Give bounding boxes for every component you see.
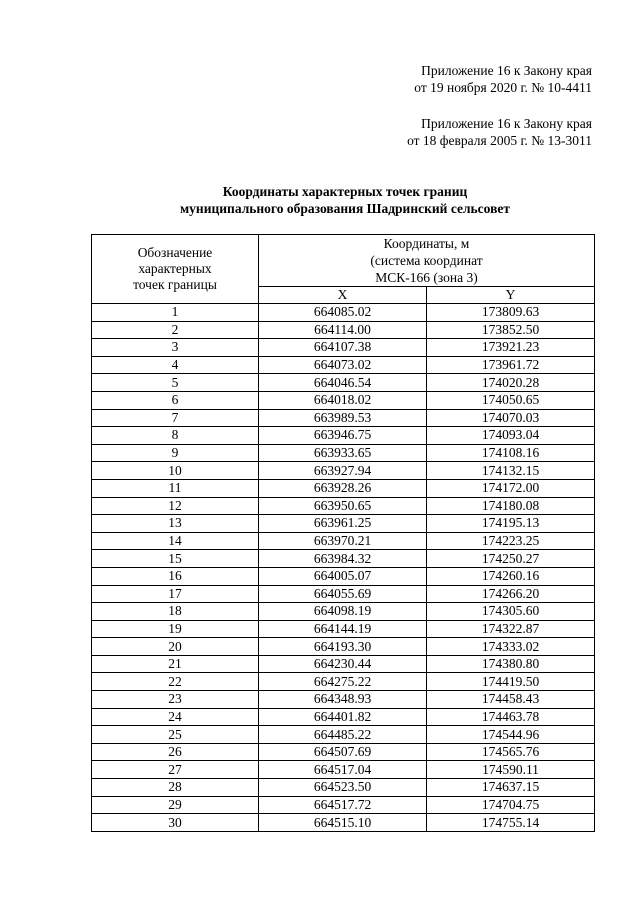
table-row [92, 444, 595, 462]
table-row [92, 427, 595, 445]
cell-x: 664018.02 [259, 391, 427, 409]
cell-y: 174755.14 [427, 814, 595, 832]
annex-original-line1: Приложение 16 к Закону края [421, 116, 592, 131]
cell-y: 174108.16 [427, 444, 595, 462]
table-row [92, 603, 595, 621]
table-header [92, 235, 595, 304]
cell-y: 174180.08 [427, 497, 595, 515]
cell-x: 663970.21 [259, 532, 427, 550]
cell-point-number: 27 [92, 761, 259, 779]
annex-reference-original [407, 115, 592, 149]
cell-point-number: 16 [92, 567, 259, 585]
cell-point-number: 5 [92, 374, 259, 392]
header-point-line1: Обозначение [137, 245, 213, 260]
table-row [92, 409, 595, 427]
cell-y: 174266.20 [427, 585, 595, 603]
coordinates-table [91, 234, 595, 832]
cell-y: 174050.65 [427, 391, 595, 409]
table-row [92, 708, 595, 726]
cell-y: 174333.02 [427, 638, 595, 656]
cell-x: 663928.26 [259, 479, 427, 497]
cell-y: 173961.72 [427, 356, 595, 374]
table-row [92, 462, 595, 480]
header-coords-line2: (система координат [370, 253, 483, 268]
table-row [92, 655, 595, 673]
document-title-line2: муниципального образования Шадринский сельсовет [179, 201, 510, 216]
cell-x: 664348.93 [259, 691, 427, 709]
cell-y: 174250.27 [427, 550, 595, 568]
cell-point-number: 3 [92, 339, 259, 357]
cell-point-number: 29 [92, 796, 259, 814]
table-row [92, 814, 595, 832]
cell-point-number: 14 [92, 532, 259, 550]
table-row [92, 673, 595, 691]
cell-y: 173852.50 [427, 321, 595, 339]
cell-point-number: 2 [92, 321, 259, 339]
cell-y: 174132.15 [427, 462, 595, 480]
header-point-line3: точек границы [133, 277, 217, 292]
table-row [92, 638, 595, 656]
cell-point-number: 24 [92, 708, 259, 726]
cell-y: 174463.78 [427, 708, 595, 726]
table-body [92, 304, 595, 832]
table-row [92, 726, 595, 744]
cell-point-number: 25 [92, 726, 259, 744]
cell-point-number: 23 [92, 691, 259, 709]
cell-x: 664517.72 [259, 796, 427, 814]
table-row [92, 761, 595, 779]
cell-point-number: 12 [92, 497, 259, 515]
cell-x: 663961.25 [259, 515, 427, 533]
table-row [92, 321, 595, 339]
cell-x: 664107.38 [259, 339, 427, 357]
cell-x: 664085.02 [259, 304, 427, 322]
cell-x: 664485.22 [259, 726, 427, 744]
cell-y: 174093.04 [427, 427, 595, 445]
header-coords-line1: Координаты, м [383, 236, 470, 251]
header-point-designation [92, 235, 259, 304]
cell-x: 664515.10 [259, 814, 427, 832]
cell-y: 173809.63 [427, 304, 595, 322]
table-header-row [92, 235, 595, 287]
annex-reference-current [414, 62, 592, 96]
cell-y: 174020.28 [427, 374, 595, 392]
cell-y: 174172.00 [427, 479, 595, 497]
cell-y: 174544.96 [427, 726, 595, 744]
cell-x: 664275.22 [259, 673, 427, 691]
table-row [92, 743, 595, 761]
cell-point-number: 4 [92, 356, 259, 374]
cell-x: 664507.69 [259, 743, 427, 761]
cell-y: 173921.23 [427, 339, 595, 357]
cell-x: 663946.75 [259, 427, 427, 445]
annex-current-line1: Приложение 16 к Закону края [421, 63, 592, 78]
cell-y: 174637.15 [427, 779, 595, 797]
cell-y: 174380.80 [427, 655, 595, 673]
cell-point-number: 7 [92, 409, 259, 427]
cell-point-number: 26 [92, 743, 259, 761]
cell-x: 664523.50 [259, 779, 427, 797]
cell-point-number: 9 [92, 444, 259, 462]
table-row [92, 497, 595, 515]
cell-x: 663927.94 [259, 462, 427, 480]
cell-y: 174458.43 [427, 691, 595, 709]
cell-point-number: 10 [92, 462, 259, 480]
table-row [92, 304, 595, 322]
header-point-line2: характерных [138, 261, 212, 276]
cell-point-number: 8 [92, 427, 259, 445]
cell-y: 174223.25 [427, 532, 595, 550]
cell-point-number: 21 [92, 655, 259, 673]
table-row [92, 391, 595, 409]
header-x: X [259, 287, 427, 304]
cell-x: 664098.19 [259, 603, 427, 621]
cell-x: 663950.65 [259, 497, 427, 515]
table-row [92, 796, 595, 814]
header-y: Y [427, 287, 595, 304]
cell-x: 664114.00 [259, 321, 427, 339]
cell-y: 174070.03 [427, 409, 595, 427]
header-coords-line3: МСК-166 (зона 3) [375, 270, 478, 285]
cell-x: 664073.02 [259, 356, 427, 374]
cell-x: 664230.44 [259, 655, 427, 673]
cell-x: 664193.30 [259, 638, 427, 656]
cell-point-number: 17 [92, 585, 259, 603]
table-row [92, 779, 595, 797]
cell-point-number: 15 [92, 550, 259, 568]
cell-y: 174260.16 [427, 567, 595, 585]
cell-y: 174565.76 [427, 743, 595, 761]
cell-x: 663984.32 [259, 550, 427, 568]
cell-point-number: 22 [92, 673, 259, 691]
table-row [92, 620, 595, 638]
cell-point-number: 18 [92, 603, 259, 621]
cell-x: 664144.19 [259, 620, 427, 638]
header-coordinates [259, 235, 595, 287]
annex-original-line2: от 18 февраля 2005 г. № 13-3011 [407, 133, 592, 148]
cell-y: 174419.50 [427, 673, 595, 691]
table-row [92, 532, 595, 550]
cell-point-number: 1 [92, 304, 259, 322]
cell-point-number: 28 [92, 779, 259, 797]
cell-point-number: 30 [92, 814, 259, 832]
cell-x: 664046.54 [259, 374, 427, 392]
document-title [90, 183, 600, 217]
table-row [92, 339, 595, 357]
cell-point-number: 11 [92, 479, 259, 497]
table-row [92, 567, 595, 585]
cell-x: 664005.07 [259, 567, 427, 585]
cell-x: 664517.04 [259, 761, 427, 779]
cell-x: 664055.69 [259, 585, 427, 603]
cell-y: 174704.75 [427, 796, 595, 814]
table-row [92, 691, 595, 709]
cell-x: 664401.82 [259, 708, 427, 726]
cell-point-number: 13 [92, 515, 259, 533]
cell-y: 174590.11 [427, 761, 595, 779]
cell-y: 174305.60 [427, 603, 595, 621]
document-title-line1: Координаты характерных точек границ [222, 184, 468, 199]
table-row [92, 479, 595, 497]
table-row [92, 585, 595, 603]
cell-y: 174322.87 [427, 620, 595, 638]
table-row [92, 550, 595, 568]
cell-x: 663989.53 [259, 409, 427, 427]
cell-x: 663933.65 [259, 444, 427, 462]
table-row [92, 356, 595, 374]
cell-point-number: 19 [92, 620, 259, 638]
table-row [92, 374, 595, 392]
cell-point-number: 6 [92, 391, 259, 409]
cell-point-number: 20 [92, 638, 259, 656]
cell-y: 174195.13 [427, 515, 595, 533]
table-row [92, 515, 595, 533]
annex-current-line2: от 19 ноября 2020 г. № 10-4411 [414, 80, 592, 95]
